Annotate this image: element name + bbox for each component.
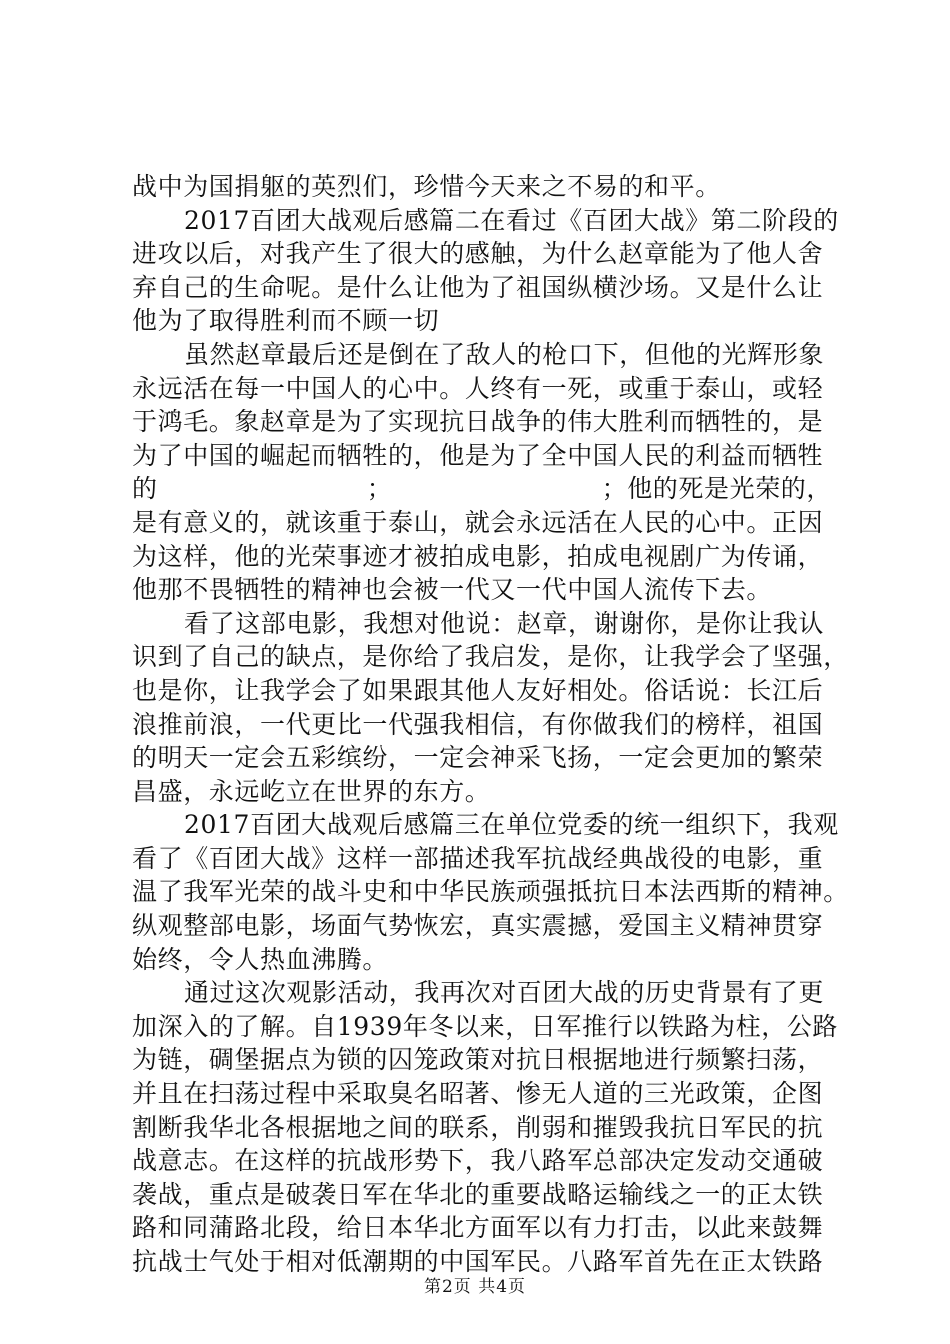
- text-line: 纵观整部电影，场面气势恢宏，真实震撼，爱国主义精神贯穿: [132, 911, 824, 941]
- text-line: 加深入的了解。自1939年冬以来，日军推行以铁路为柱，公路: [132, 1011, 839, 1041]
- text-line: 并且在扫荡过程中采取臭名昭著、惨无人道的三光政策，企图: [132, 1079, 824, 1109]
- text-line: 始终，令人热血沸腾。: [132, 944, 389, 974]
- text-line: 抗战士气处于相对低潮期的中国军民。八路军首先在正太铁路: [132, 1247, 824, 1276]
- text-line: 袭战，重点是破袭日军在华北的重要战略运输线之一的正太铁: [132, 1179, 824, 1209]
- text-line: 2017百团大战观后感篇三在单位党委的统一组织下，我观: [184, 810, 839, 840]
- text-line: 是有意义的，就该重于泰山，就会永远活在人民的心中。正因: [132, 507, 824, 537]
- gapped-text-line: [132, 472, 832, 506]
- text-segment: 的: [132, 474, 158, 504]
- text-line: 于鸿毛。象赵章是为了实现抗日战争的伟大胜利而牺牲的，是: [132, 407, 824, 437]
- text-line: 也是你，让我学会了如果跟其他人友好相处。俗话说：长江后: [132, 675, 824, 705]
- text-line: 割断我华北各根据地之间的联系，削弱和摧毁我抗日军民的抗: [132, 1112, 824, 1142]
- text-line: 战中为国捐躯的英烈们，珍惜今天来之不易的和平。: [132, 172, 721, 201]
- text-line: 虽然赵章最后还是倒在了敌人的枪口下，但他的光辉形象: [184, 339, 825, 369]
- text-line: 进攻以后，对我产生了很大的感触，为什么赵章能为了他人舍: [132, 239, 824, 269]
- text-line: 永远活在每一中国人的心中。人终有一死，或重于泰山，或轻: [132, 373, 824, 403]
- body-text: [132, 170, 849, 1279]
- text-segment: ；他的死是光荣的，: [601, 474, 832, 504]
- text-line: 2017百团大战观后感篇二在看过《百团大战》第二阶段的: [184, 205, 839, 235]
- text-line: 浪推前浪，一代更比一代强我相信，有你做我们的榜样，祖国: [132, 709, 824, 739]
- text-line: 战意志。在这样的抗战形势下，我八路军总部决定发动交通破: [132, 1146, 824, 1176]
- page-footer: [0, 1272, 950, 1297]
- text-line: 为了中国的崛起而牺牲的，他是为了全中国人民的利益而牺牲: [132, 440, 824, 470]
- text-line: 路和同蒲路北段，给日本华北方面军以有力打击，以此来鼓舞: [132, 1213, 824, 1243]
- text-line: 昌盛，永远屹立在世界的东方。: [132, 776, 491, 806]
- text-line: 他那不畏牺牲的精神也会被一代又一代中国人流传下去。: [132, 575, 773, 605]
- text-line: 识到了自己的缺点，是你给了我启发，是你，让我学会了坚强，: [132, 642, 849, 672]
- text-line: 为链，碉堡据点为锁的囚笼政策对抗日根据地进行频繁扫荡，: [132, 1045, 824, 1075]
- text-line: 弃自己的生命呢。是什么让他为了祖国纵横沙场。又是什么让: [132, 272, 824, 302]
- text-line: 温了我军光荣的战斗史和中华民族顽强抵抗日本法西斯的精神。: [132, 877, 849, 907]
- text-line: 的明天一定会五彩缤纷，一定会神采飞扬，一定会更加的繁荣: [132, 743, 824, 773]
- page-number: 第2页 共4页: [423, 1277, 527, 1297]
- text-line: 看了这部电影，我想对他说：赵章，谢谢你，是你让我认: [184, 608, 825, 638]
- text-line: 通过这次观影活动，我再次对百团大战的历史背景有了更: [184, 978, 825, 1008]
- text-line: 他为了取得胜利而不顾一切: [132, 306, 440, 336]
- text-line: 看了《百团大战》这样一部描述我军抗战经典战役的电影，重: [132, 843, 824, 873]
- text-line: 为这样，他的光荣事迹才被拍成电影，拍成电视剧广为传诵，: [132, 541, 824, 571]
- text-segment: ；: [366, 474, 393, 504]
